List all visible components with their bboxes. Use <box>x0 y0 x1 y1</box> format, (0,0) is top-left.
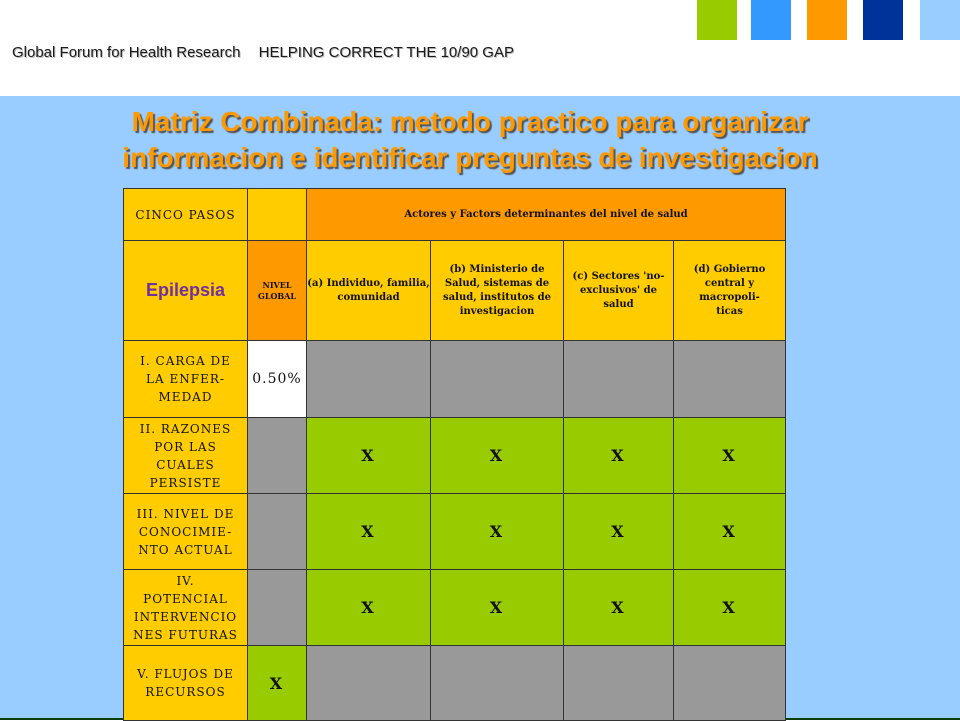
col-d-line: central y macropoli- <box>699 277 760 303</box>
matrix-cell-x: X <box>431 570 564 646</box>
matrix-cell-x: X <box>564 570 674 646</box>
global-value-cell <box>248 418 307 494</box>
row-label-line: LA ENFER- <box>146 372 225 386</box>
matrix-cell-x: X <box>674 570 786 646</box>
col-c-line: salud <box>603 298 634 310</box>
header-tagline: HELPING CORRECT THE 10/90 GAP <box>258 44 514 61</box>
row-label-line: CONOCIMIE- <box>138 524 233 539</box>
header-blank <box>248 189 307 241</box>
matrix-header-row <box>124 189 786 241</box>
column-b-header <box>431 241 564 341</box>
matrix-cell-x: X <box>674 494 786 570</box>
col-b-line: investigacion <box>459 305 535 317</box>
col-b-line: Salud, sistemas de <box>444 277 550 289</box>
column-d-header <box>674 241 786 341</box>
matrix-column-row <box>124 241 786 341</box>
row-label-line: CUALES <box>156 457 215 472</box>
row-label-line: NTO ACTUAL <box>138 542 233 557</box>
matrix-cell-x: X <box>307 570 431 646</box>
disease-label: Epilepsia <box>145 280 226 300</box>
col-c-line: exclusivos' de <box>580 284 657 296</box>
slide-title <box>0 104 940 176</box>
title-line-1: Matriz Combinada: metodo practico para organizar <box>131 106 809 137</box>
row-label-line: POR LAS <box>154 439 217 454</box>
header-actores: Actores y Factors determinantes del nivel de salud <box>307 189 786 241</box>
accent-square-navy <box>863 0 903 40</box>
matrix-row-1 <box>124 341 786 418</box>
matrix-cell <box>564 646 674 721</box>
row-label-line: MEDAD <box>158 390 213 404</box>
global-line: GLOBAL <box>257 290 297 301</box>
row-label-razones <box>124 418 248 494</box>
global-value-cell <box>248 494 307 570</box>
row-label-line: II. RAZONES <box>139 421 232 436</box>
accent-square-blue <box>751 0 791 40</box>
row-label-line: III. NIVEL DE <box>136 506 235 521</box>
global-value-cell <box>248 570 307 646</box>
combined-matrix <box>123 188 786 721</box>
row-label-line: NES FUTURAS <box>133 627 238 642</box>
slide-header <box>12 44 528 61</box>
row-label-nivel <box>124 494 248 570</box>
matrix-cell-x: X <box>431 418 564 494</box>
matrix-row-2 <box>124 418 786 494</box>
row-label-flujos <box>124 646 248 721</box>
nivel-global-header <box>248 241 307 341</box>
title-line-2: informacion e identificar preguntas de investigacion <box>122 142 818 173</box>
row-label-line: INTERVENCIO <box>133 609 238 624</box>
matrix-row-5 <box>124 646 786 721</box>
matrix-cell <box>674 646 786 721</box>
matrix-cell-x: X <box>307 418 431 494</box>
matrix-row-3 <box>124 494 786 570</box>
col-a-line: comunidad <box>337 291 400 303</box>
matrix-row-4 <box>124 570 786 646</box>
accent-square-lightblue <box>920 0 960 40</box>
global-value-cell: 0.50% <box>248 341 307 418</box>
column-a-header <box>307 241 431 341</box>
nivel-line: NIVEL <box>262 279 292 290</box>
matrix-cell <box>674 341 786 418</box>
accent-square-orange <box>807 0 847 40</box>
row-label-line: V. FLUJOS DE <box>137 667 234 681</box>
matrix-cell-x: X <box>431 494 564 570</box>
row-label-carga <box>124 341 248 418</box>
matrix-cell-x: X <box>564 418 674 494</box>
col-d-line: ticas <box>716 305 743 317</box>
disease-cell <box>124 241 248 341</box>
row-label-line: PERSISTE <box>149 475 222 490</box>
header-cinco-pasos: CINCO PASOS <box>124 189 248 241</box>
global-value-cell-x: X <box>248 646 307 721</box>
row-label-line: RECURSOS <box>145 685 226 699</box>
col-b-line: salud, institutos de <box>443 291 551 303</box>
matrix-cell <box>431 341 564 418</box>
matrix-cell <box>431 646 564 721</box>
row-label-potencial <box>124 570 248 646</box>
matrix-cell <box>307 646 431 721</box>
row-label-line: POTENCIAL <box>143 591 228 606</box>
matrix-cell <box>564 341 674 418</box>
matrix-cell-x: X <box>674 418 786 494</box>
header-org: Global Forum for Health Research <box>12 44 241 61</box>
matrix-cell <box>307 341 431 418</box>
matrix-cell-x: X <box>564 494 674 570</box>
matrix-cell-x: X <box>307 494 431 570</box>
col-d-line: (d) Gobierno <box>693 263 766 275</box>
column-c-header <box>564 241 674 341</box>
accent-square-green <box>697 0 737 40</box>
col-b-line: (b) Ministerio de <box>449 263 545 275</box>
top-bar <box>0 0 960 96</box>
row-label-line: I. CARGA DE <box>140 354 231 368</box>
row-label-line: IV. <box>176 573 195 588</box>
col-c-line: (c) Sectores 'no- <box>572 270 665 282</box>
col-a-line: (a) Individuo, familia, <box>307 277 430 289</box>
